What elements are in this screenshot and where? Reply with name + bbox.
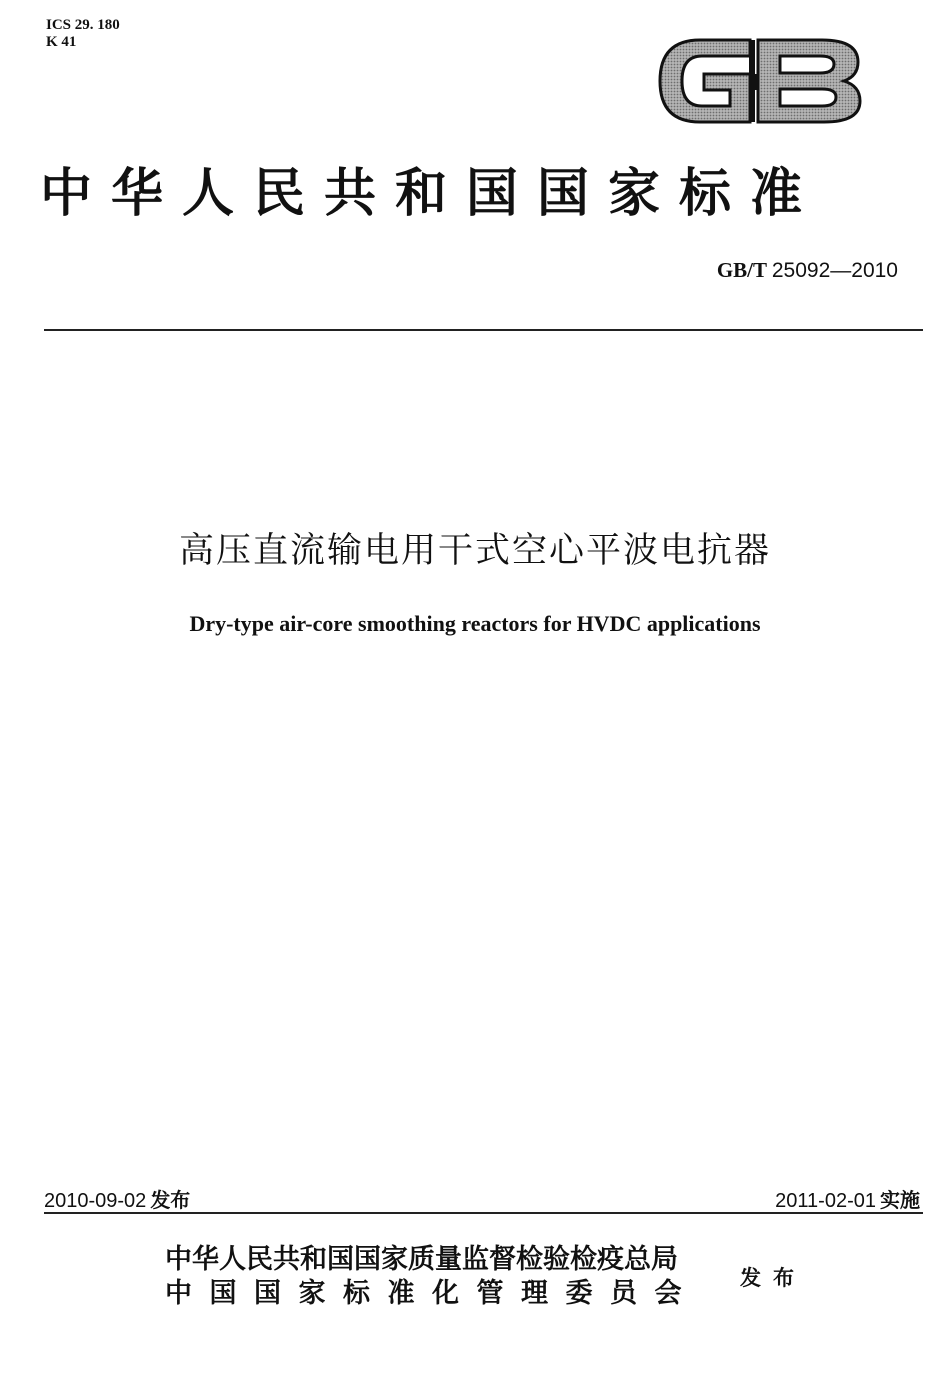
document-title-chinese: 高压直流输电用干式空心平波电抗器 — [178, 531, 771, 571]
bottom-divider — [44, 1212, 923, 1214]
standard-number — [717, 258, 898, 283]
national-standard-title: 中华人民共和国国家标准 — [40, 164, 822, 224]
publish-date-value: 2010-09-02 — [44, 1190, 147, 1212]
ccs-code: K 41 — [46, 34, 77, 50]
implement-label: 实施 — [880, 1188, 920, 1212]
gb-logo — [652, 30, 866, 132]
standard-prefix: GB/T — [716, 258, 767, 282]
issue-action: 发布 — [740, 1266, 806, 1290]
publish-date — [44, 1184, 190, 1213]
implement-date — [775, 1184, 920, 1213]
top-divider — [44, 329, 923, 331]
issuer-aqsiq: 中华人民共和国国家质量监督检验检疫总局 — [165, 1244, 678, 1275]
document-title-english: Dry-type air-core smoothing reactors for HVDC applications — [189, 611, 761, 636]
publish-label: 发布 — [150, 1188, 191, 1212]
classification-codes — [46, 17, 120, 51]
implement-date-value: 2011-02-01 — [775, 1190, 876, 1212]
issuer-sac: 中国国家标准化管理委员会 — [165, 1278, 699, 1309]
ics-code: ICS 29. 180 — [46, 17, 120, 33]
standard-code: 25092—2010 — [771, 259, 898, 282]
